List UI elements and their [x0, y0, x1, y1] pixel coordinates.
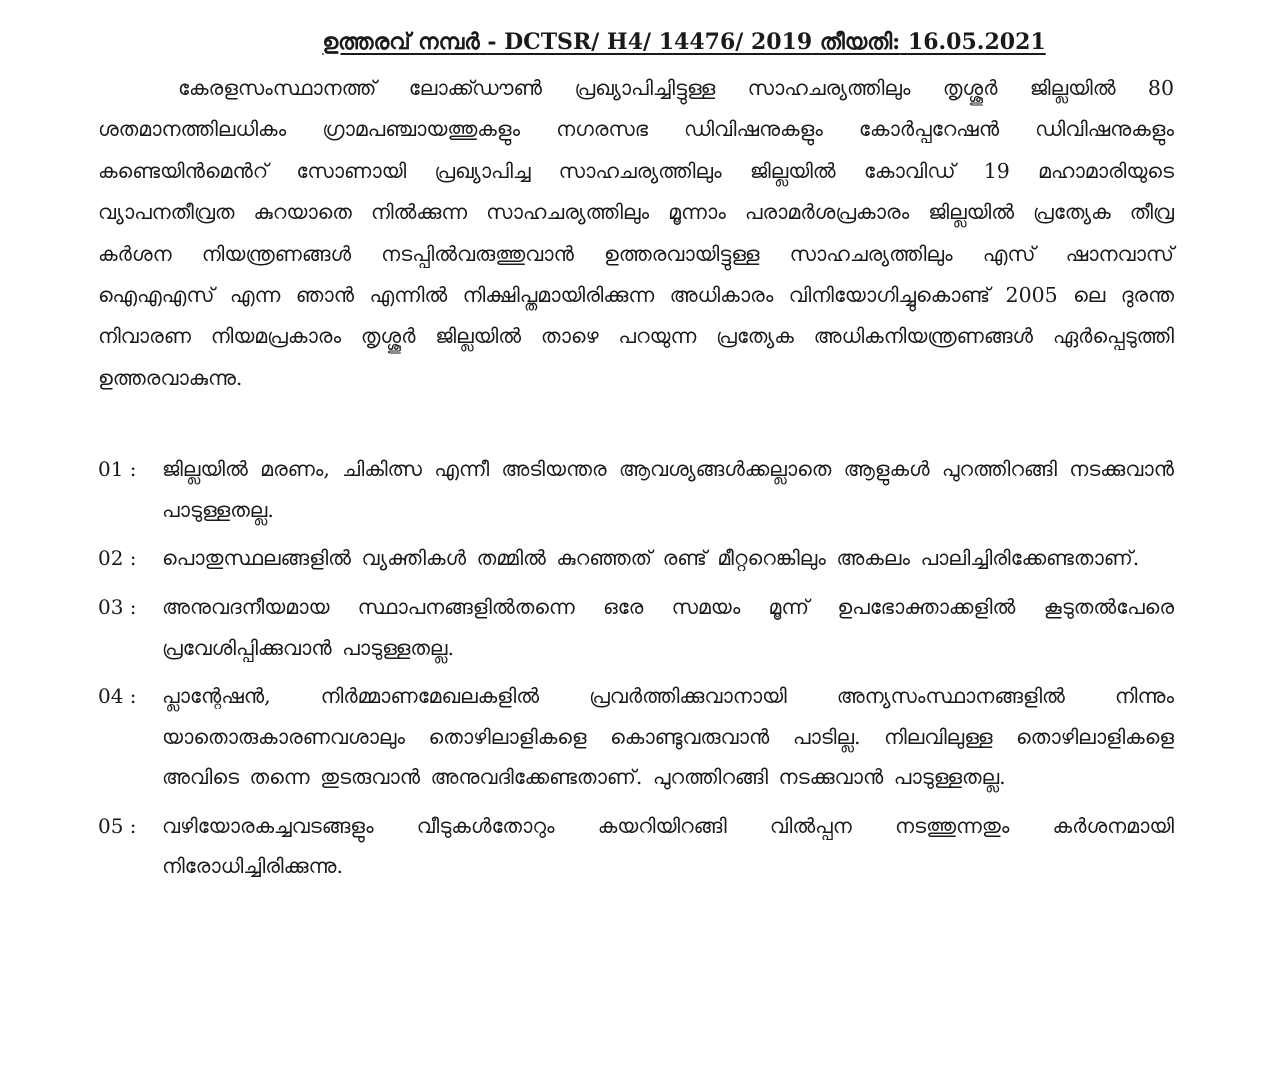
item-number: 03 : — [98, 595, 137, 620]
document-page — [98, 22, 1174, 895]
list-item — [98, 806, 1174, 887]
item-text: പൊതുസ്ഥലങ്ങളിൽ വ്യക്തികൾ തമ്മിൽ കുറഞ്ഞത് രണ്ട് മീറ്ററെങ്കിലും അകലം പാലിച്ചിരിക്കേണ്ടതാണ്. — [162, 546, 1140, 571]
list-item — [98, 449, 1174, 530]
item-number: 01 : — [98, 457, 137, 482]
list-item — [98, 676, 1174, 798]
order-heading — [98, 22, 1174, 62]
item-number: 04 : — [98, 684, 137, 709]
item-text: അനുവദനീയമായ സ്ഥാപനങ്ങളിൽതന്നെ ഒരേ സമയം മൂന്ന് ഉപഭോക്താക്കളിൽ കൂടുതൽപേരെ പ്രവേശിപ്പിക്കുവാൻ പാടുള്ളതല്ല. — [162, 595, 1174, 660]
list-item — [98, 587, 1174, 668]
order-list — [98, 449, 1174, 887]
list-item — [98, 538, 1174, 579]
item-text: പ്ലാന്റേഷൻ, നിർമ്മാണമേഖലകളിൽ പ്രവർത്തിക്കുവാനായി അന്യസംസ്ഥാനങ്ങളിൽ നിന്നും യാതൊരുകാരണവശാലും തൊഴിലാളികളെ കൊണ്ടുവരുവാൻ പാടില്ല. നിലവിലുള്ള തൊഴിലാളികളെ അവിടെ തന്നെ തുടരുവാൻ അനുവദിക്കേണ്ടതാണ്. പുറത്തിറങ്ങി നടക്കുവാൻ പാടുള്ളതല്ല. — [162, 684, 1174, 790]
intro-paragraph: കേരളസംസ്ഥാനത്ത് ലോക്ക്ഡൗൺ പ്രഖ്യാപിച്ചിട്ടുള്ള സാഹചര്യത്തിലും തൃശ്ശൂർ ജില്ലയിൽ 80 ശതമാനത്തിലധികം ഗ്രാമപഞ്ചായത്തുകളും നഗരസഭ ഡിവിഷനുകളും കോർപ്പറേഷൻ ഡിവിഷനുകളും കണ്ടെയിൻമെൻറ് സോണായി പ്രഖ്യാപിച്ച സാഹചര്യത്തിലും ജില്ലയിൽ കോവിഡ് 19 മഹാമാരിയുടെ വ്യാപനതീവ്രത കുറയാതെ നിൽക്കുന്ന സാഹചര്യത്തിലും മൂന്നാം പരാമർശപ്രകാരം ജില്ലയിൽ പ്രത്യേക തീവ്ര കർശന നിയന്ത്രണങ്ങൾ നടപ്പിൽവരുത്തുവാൻ ഉത്തരവായിട്ടുള്ള സാഹചര്യത്തിലും എസ് ഷാനവാസ് ഐഎഎസ് എന്ന ഞാൻ എന്നിൽ നിക്ഷിപ്തമായിരിക്കുന്ന അധികാരം വിനിയോഗിച്ചുകൊണ്ട് 2005 ലെ ദുരന്ത നിവാരണ നിയമപ്രകാരം തൃശ്ശൂർ ജില്ലയിൽ താഴെ പറയുന്ന പ്രത്യേക അധികനിയന്ത്രണങ്ങൾ ഏർപ്പെടുത്തി ഉത്തരവാകുന്നു. — [98, 76, 1174, 390]
item-text: വഴിയോരകച്ചവടങ്ങളും വീടുകൾതോറും കയറിയിറങ്ങി വിൽപ്പന നടത്തുന്നതും കർശനമായി നിരോധിച്ചിരിക്കുന്നു. — [162, 813, 1174, 879]
item-number: 05 : — [98, 813, 137, 838]
item-text: ജില്ലയിൽ മരണം, ചികിത്സ എന്നീ അടിയന്തര ആവശ്യങ്ങൾക്കല്ലാതെ ആളുകൾ പുറത്തിറങ്ങി നടക്കുവാൻ പാടുള്ളതല്ല. — [162, 457, 1174, 522]
order-number: - DCTSR/ H4/ 14476/ 2019 — [487, 29, 813, 55]
order-date: 16.05.2021 — [907, 29, 1046, 55]
order-number-label: ഉത്തരവ് നമ്പർ — [322, 29, 480, 55]
item-number: 02 : — [98, 546, 137, 571]
order-date-label: തീയതി: — [819, 29, 901, 55]
